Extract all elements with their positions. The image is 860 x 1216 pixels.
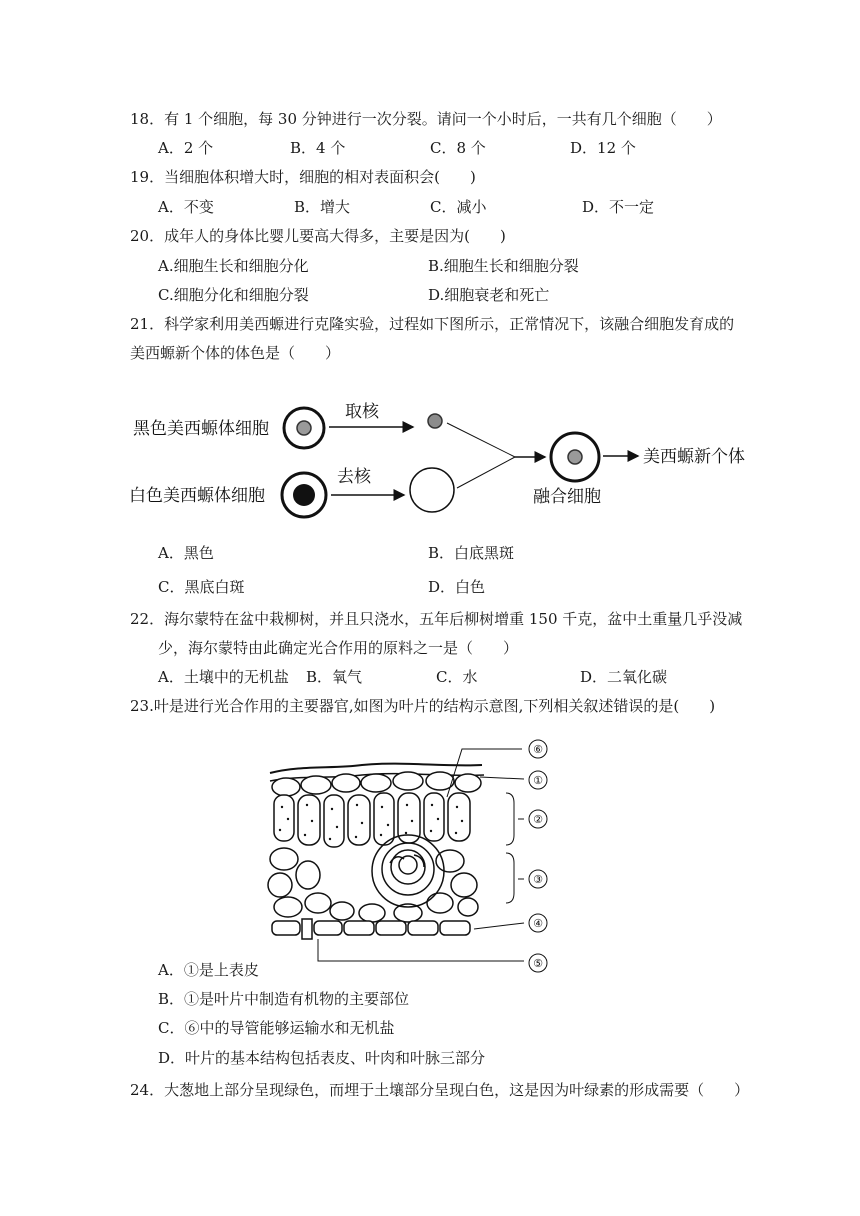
extracted-nucleus bbox=[428, 414, 442, 428]
label-4: ④ bbox=[533, 917, 543, 930]
clone-experiment-diagram bbox=[125, 385, 765, 520]
q19-option-b: B．增大 bbox=[294, 198, 351, 216]
q18-option-b: B．4 个 bbox=[290, 139, 346, 157]
q19-option-d: D．不一定 bbox=[582, 198, 655, 216]
q23-option-a: A．①是上表皮 bbox=[158, 961, 259, 979]
remove-nucleus-label: 去核 bbox=[337, 467, 371, 487]
q19-option-c: C．减小 bbox=[430, 198, 487, 216]
q20-option-d: D.细胞衰老和死亡 bbox=[428, 286, 550, 304]
q21-option-b: B．白底黑斑 bbox=[428, 544, 515, 562]
question-19-stem: 19．当细胞体积增大时，细胞的相对表面积会( ) bbox=[130, 168, 476, 186]
q18-option-a: A．2 个 bbox=[158, 139, 214, 157]
label-5: ⑤ bbox=[533, 957, 543, 970]
white-cell-label: 白色美西螈体细胞 bbox=[129, 486, 265, 506]
take-nucleus-label: 取核 bbox=[345, 402, 379, 422]
label-3: ③ bbox=[533, 873, 543, 886]
black-cell-label: 黑色美西螈体细胞 bbox=[133, 419, 269, 439]
question-18-stem: 18．有 1 个细胞，每 30 分钟进行一次分裂。请问一个小时后，一共有几个细胞（ ） bbox=[130, 110, 722, 128]
q22-option-d: D．二氧化碳 bbox=[580, 668, 668, 686]
q20-option-b: B.细胞生长和细胞分裂 bbox=[428, 257, 579, 275]
q21-option-d: D．白色 bbox=[428, 578, 486, 596]
question-22-stem-line2: 少，海尔蒙特由此确定光合作用的原料之一是（ ） bbox=[158, 639, 519, 657]
question-22-stem-line1: 22．海尔蒙特在盆中栽柳树，并且只浇水，五年后柳树增重 150 千克，盆中土重量几乎没减 bbox=[130, 610, 743, 628]
question-21-stem-line1: 21．科学家利用美西螈进行克隆实验，过程如下图所示，正常情况下，该融合细胞发育成的 bbox=[130, 315, 735, 333]
white-salamander-cell bbox=[282, 473, 326, 517]
q22-option-c: C．水 bbox=[436, 668, 478, 686]
question-24-stem: 24．大葱地上部分呈现绿色，而埋于土壤部分呈现白色，这是因为叶绿素的形成需要（ ） bbox=[130, 1081, 750, 1099]
label-1: ① bbox=[533, 774, 543, 787]
q20-option-a: A.细胞生长和细胞分化 bbox=[158, 257, 309, 275]
label-6: ⑥ bbox=[533, 743, 543, 756]
q18-option-d: D．12 个 bbox=[570, 139, 636, 157]
enucleated-cell bbox=[410, 468, 454, 512]
question-23-stem: 23.叶是进行光合作用的主要器官,如图为叶片的结构示意图,下列相关叙述错误的是( ) bbox=[130, 697, 716, 715]
black-salamander-cell bbox=[284, 408, 324, 448]
q19-option-a: A．不变 bbox=[158, 198, 214, 216]
q22-option-b: B．氧气 bbox=[306, 668, 363, 686]
q20-option-c: C.细胞分化和细胞分裂 bbox=[158, 286, 309, 304]
new-individual-label: 美西螈新个体 bbox=[643, 447, 745, 467]
fused-cell-label: 融合细胞 bbox=[533, 487, 601, 507]
q23-option-b: B．①是叶片中制造有机物的主要部位 bbox=[158, 990, 410, 1008]
q21-option-c: C．黑底白斑 bbox=[158, 578, 245, 596]
q21-option-a: A．黑色 bbox=[158, 544, 214, 562]
question-21-stem-line2: 美西螈新个体的体色是（ ） bbox=[130, 344, 341, 362]
q22-option-a: A．土壤中的无机盐 bbox=[158, 668, 289, 686]
question-20-stem: 20．成年人的身体比婴儿要高大得多，主要是因为( ) bbox=[130, 227, 506, 245]
q23-option-d: D．叶片的基本结构包括表皮、叶肉和叶脉三部分 bbox=[158, 1049, 486, 1067]
q18-option-c: C．8 个 bbox=[430, 139, 486, 157]
label-2: ② bbox=[533, 813, 543, 826]
leaf-structure-diagram bbox=[262, 735, 562, 975]
q23-option-c: C．⑥中的导管能够运输水和无机盐 bbox=[158, 1019, 395, 1037]
fused-cell bbox=[551, 433, 599, 481]
